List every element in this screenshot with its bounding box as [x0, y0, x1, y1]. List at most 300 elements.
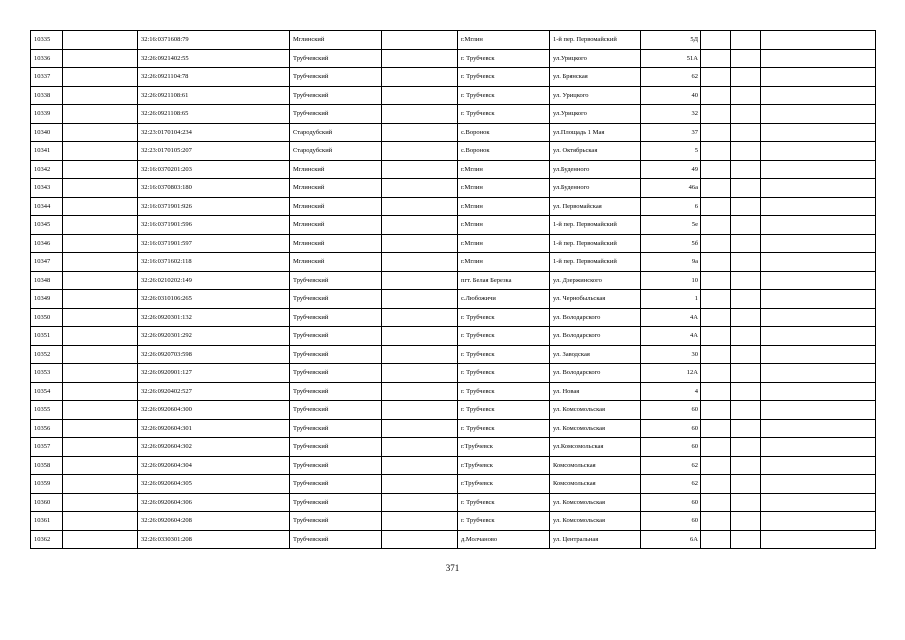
locality-cell: г. Трубчевск	[458, 86, 550, 105]
record-number-cell: 10338	[31, 86, 63, 105]
locality-cell: г.Мглин	[458, 197, 550, 216]
table-row	[31, 512, 876, 531]
locality-cell: г. Трубчевск	[458, 512, 550, 531]
street-cell: ул.Урицкого	[550, 105, 641, 124]
blank-cell-b	[382, 216, 458, 235]
blank-cell-c	[701, 327, 731, 346]
blank-cell-b	[382, 401, 458, 420]
house-number-cell: 4А	[641, 308, 701, 327]
table-row	[31, 419, 876, 438]
district-cell: Мглинский	[290, 234, 382, 253]
street-cell: ул. Комсомольская	[550, 493, 641, 512]
blank-cell-c	[701, 456, 731, 475]
blank-cell-b	[382, 253, 458, 272]
house-number-cell: 46а	[641, 179, 701, 198]
locality-cell: г.Трубчевск	[458, 456, 550, 475]
district-cell: Трубчевский	[290, 105, 382, 124]
cadastral-number-cell: 32:16:0371901:597	[138, 234, 290, 253]
locality-cell: с.Воронок	[458, 142, 550, 161]
blank-cell-c	[701, 419, 731, 438]
table-row	[31, 290, 876, 309]
blank-cell-e	[761, 160, 876, 179]
blank-cell-e	[761, 31, 876, 50]
blank-cell-e	[761, 290, 876, 309]
house-number-cell: 60	[641, 401, 701, 420]
blank-cell-e	[761, 512, 876, 531]
house-number-cell: 5е	[641, 216, 701, 235]
blank-cell-a	[63, 123, 138, 142]
registry-table	[30, 30, 876, 549]
street-cell: Комсомольская	[550, 475, 641, 494]
blank-cell-d	[731, 345, 761, 364]
blank-cell-c	[701, 253, 731, 272]
blank-cell-c	[701, 234, 731, 253]
blank-cell-b	[382, 512, 458, 531]
table-row	[31, 105, 876, 124]
blank-cell-d	[731, 438, 761, 457]
record-number-cell: 10361	[31, 512, 63, 531]
blank-cell-d	[731, 197, 761, 216]
record-number-cell: 10356	[31, 419, 63, 438]
street-cell: ул. Центральная	[550, 530, 641, 549]
record-number-cell: 10344	[31, 197, 63, 216]
blank-cell-a	[63, 401, 138, 420]
cadastral-number-cell: 32:26:0920604:300	[138, 401, 290, 420]
blank-cell-a	[63, 512, 138, 531]
record-number-cell: 10352	[31, 345, 63, 364]
locality-cell: г. Трубчевск	[458, 105, 550, 124]
district-cell: Трубчевский	[290, 271, 382, 290]
blank-cell-a	[63, 86, 138, 105]
blank-cell-a	[63, 290, 138, 309]
blank-cell-c	[701, 438, 731, 457]
table-row	[31, 475, 876, 494]
house-number-cell: 51А	[641, 49, 701, 68]
blank-cell-b	[382, 530, 458, 549]
blank-cell-a	[63, 216, 138, 235]
cadastral-number-cell: 32:26:0310106:265	[138, 290, 290, 309]
district-cell: Трубчевский	[290, 290, 382, 309]
table-row	[31, 123, 876, 142]
blank-cell-a	[63, 456, 138, 475]
record-number-cell: 10343	[31, 179, 63, 198]
table-row	[31, 86, 876, 105]
blank-cell-c	[701, 308, 731, 327]
blank-cell-a	[63, 160, 138, 179]
blank-cell-b	[382, 68, 458, 87]
street-cell: ул. Новая	[550, 382, 641, 401]
blank-cell-e	[761, 456, 876, 475]
blank-cell-c	[701, 345, 731, 364]
cadastral-number-cell: 32:26:0921108:65	[138, 105, 290, 124]
street-cell: ул.Площадь 1 Мая	[550, 123, 641, 142]
record-number-cell: 10349	[31, 290, 63, 309]
blank-cell-a	[63, 31, 138, 50]
blank-cell-e	[761, 197, 876, 216]
blank-cell-a	[63, 271, 138, 290]
locality-cell: г.Мглин	[458, 234, 550, 253]
blank-cell-e	[761, 105, 876, 124]
blank-cell-b	[382, 49, 458, 68]
record-number-cell: 10353	[31, 364, 63, 383]
blank-cell-d	[731, 364, 761, 383]
cadastral-number-cell: 32:26:0330301:208	[138, 530, 290, 549]
house-number-cell: 9а	[641, 253, 701, 272]
record-number-cell: 10335	[31, 31, 63, 50]
table-row	[31, 216, 876, 235]
locality-cell: г.Мглин	[458, 216, 550, 235]
table-row	[31, 308, 876, 327]
blank-cell-a	[63, 68, 138, 87]
house-number-cell: 62	[641, 475, 701, 494]
blank-cell-b	[382, 308, 458, 327]
blank-cell-d	[731, 216, 761, 235]
blank-cell-d	[731, 308, 761, 327]
district-cell: Трубчевский	[290, 493, 382, 512]
blank-cell-e	[761, 493, 876, 512]
house-number-cell: 60	[641, 419, 701, 438]
house-number-cell: 30	[641, 345, 701, 364]
blank-cell-b	[382, 105, 458, 124]
house-number-cell: 5б	[641, 234, 701, 253]
house-number-cell: 4А	[641, 327, 701, 346]
street-cell: ул. Комсомольская	[550, 419, 641, 438]
blank-cell-d	[731, 475, 761, 494]
blank-cell-b	[382, 364, 458, 383]
blank-cell-c	[701, 86, 731, 105]
blank-cell-e	[761, 401, 876, 420]
blank-cell-b	[382, 345, 458, 364]
table-row	[31, 49, 876, 68]
street-cell: ул. Комсомольская	[550, 401, 641, 420]
locality-cell: г. Трубчевск	[458, 327, 550, 346]
blank-cell-d	[731, 86, 761, 105]
blank-cell-b	[382, 160, 458, 179]
street-cell: 1-й пер. Первомайский	[550, 253, 641, 272]
cadastral-number-cell: 32:26:0920604:301	[138, 419, 290, 438]
cadastral-number-cell: 32:16:0371602:118	[138, 253, 290, 272]
cadastral-number-cell: 32:26:0920604:305	[138, 475, 290, 494]
house-number-cell: 6А	[641, 530, 701, 549]
record-number-cell: 10360	[31, 493, 63, 512]
blank-cell-c	[701, 364, 731, 383]
district-cell: Трубчевский	[290, 419, 382, 438]
district-cell: Трубчевский	[290, 401, 382, 420]
record-number-cell: 10342	[31, 160, 63, 179]
table-row	[31, 493, 876, 512]
house-number-cell: 10	[641, 271, 701, 290]
street-cell: 1-й пер. Первомайский	[550, 216, 641, 235]
blank-cell-d	[731, 123, 761, 142]
table-row	[31, 31, 876, 50]
blank-cell-a	[63, 419, 138, 438]
street-cell: ул.Буденного	[550, 160, 641, 179]
record-number-cell: 10351	[31, 327, 63, 346]
house-number-cell: 4	[641, 382, 701, 401]
blank-cell-c	[701, 123, 731, 142]
table-row	[31, 530, 876, 549]
street-cell: Комсомольская	[550, 456, 641, 475]
table-row	[31, 142, 876, 161]
locality-cell: г.Мглин	[458, 160, 550, 179]
cadastral-number-cell: 32:26:0920604:304	[138, 456, 290, 475]
locality-cell: г. Трубчевск	[458, 401, 550, 420]
street-cell: ул.Буденного	[550, 179, 641, 198]
street-cell: ул. Брянская	[550, 68, 641, 87]
record-number-cell: 10341	[31, 142, 63, 161]
district-cell: Мглинский	[290, 216, 382, 235]
house-number-cell: 40	[641, 86, 701, 105]
district-cell: Стародубский	[290, 142, 382, 161]
blank-cell-e	[761, 86, 876, 105]
blank-cell-e	[761, 49, 876, 68]
blank-cell-c	[701, 179, 731, 198]
record-number-cell: 10339	[31, 105, 63, 124]
blank-cell-b	[382, 438, 458, 457]
blank-cell-c	[701, 493, 731, 512]
locality-cell: г. Трубчевск	[458, 49, 550, 68]
record-number-cell: 10354	[31, 382, 63, 401]
cadastral-number-cell: 32:23:0170104:234	[138, 123, 290, 142]
table-row	[31, 345, 876, 364]
record-number-cell: 10359	[31, 475, 63, 494]
cadastral-number-cell: 32:26:0921104:78	[138, 68, 290, 87]
table-row	[31, 197, 876, 216]
record-number-cell: 10337	[31, 68, 63, 87]
house-number-cell: 60	[641, 512, 701, 531]
locality-cell: г.Мглин	[458, 253, 550, 272]
blank-cell-d	[731, 105, 761, 124]
cadastral-number-cell: 32:26:0920604:208	[138, 512, 290, 531]
blank-cell-b	[382, 123, 458, 142]
blank-cell-e	[761, 345, 876, 364]
street-cell: ул. Чернобыльская	[550, 290, 641, 309]
blank-cell-d	[731, 142, 761, 161]
locality-cell: г. Трубчевск	[458, 493, 550, 512]
blank-cell-e	[761, 271, 876, 290]
street-cell: ул. Володарского	[550, 327, 641, 346]
cadastral-number-cell: 32:26:0920703:598	[138, 345, 290, 364]
table-row	[31, 364, 876, 383]
blank-cell-c	[701, 31, 731, 50]
blank-cell-d	[731, 530, 761, 549]
blank-cell-a	[63, 105, 138, 124]
table-row	[31, 271, 876, 290]
cadastral-number-cell: 32:26:0210202:149	[138, 271, 290, 290]
house-number-cell: 37	[641, 123, 701, 142]
record-number-cell: 10347	[31, 253, 63, 272]
record-number-cell: 10357	[31, 438, 63, 457]
table-row	[31, 401, 876, 420]
district-cell: Трубчевский	[290, 530, 382, 549]
district-cell: Трубчевский	[290, 456, 382, 475]
record-number-cell: 10348	[31, 271, 63, 290]
blank-cell-c	[701, 475, 731, 494]
district-cell: Трубчевский	[290, 308, 382, 327]
blank-cell-c	[701, 197, 731, 216]
cadastral-number-cell: 32:16:0371901:926	[138, 197, 290, 216]
table-row	[31, 327, 876, 346]
locality-cell: д.Молчаново	[458, 530, 550, 549]
district-cell: Трубчевский	[290, 86, 382, 105]
blank-cell-e	[761, 364, 876, 383]
blank-cell-b	[382, 179, 458, 198]
locality-cell: г. Трубчевск	[458, 419, 550, 438]
blank-cell-b	[382, 382, 458, 401]
blank-cell-d	[731, 234, 761, 253]
district-cell: Мглинский	[290, 31, 382, 50]
blank-cell-b	[382, 31, 458, 50]
locality-cell: с.Воронок	[458, 123, 550, 142]
table-row	[31, 438, 876, 457]
blank-cell-a	[63, 253, 138, 272]
locality-cell: г.Мглин	[458, 31, 550, 50]
blank-cell-b	[382, 271, 458, 290]
house-number-cell: 60	[641, 438, 701, 457]
table-row	[31, 253, 876, 272]
house-number-cell: 5Д	[641, 31, 701, 50]
cadastral-number-cell: 32:26:0920604:302	[138, 438, 290, 457]
locality-cell: г.Мглин	[458, 179, 550, 198]
blank-cell-b	[382, 493, 458, 512]
cadastral-number-cell: 32:26:0920901:127	[138, 364, 290, 383]
locality-cell: г. Трубчевск	[458, 308, 550, 327]
page-number: 371	[445, 563, 460, 573]
district-cell: Трубчевский	[290, 364, 382, 383]
street-cell: ул. Володарского	[550, 364, 641, 383]
blank-cell-d	[731, 160, 761, 179]
table-row	[31, 382, 876, 401]
cadastral-number-cell: 32:16:0371608:79	[138, 31, 290, 50]
blank-cell-d	[731, 456, 761, 475]
blank-cell-e	[761, 234, 876, 253]
table-row	[31, 234, 876, 253]
blank-cell-b	[382, 475, 458, 494]
table-body	[31, 31, 876, 549]
blank-cell-d	[731, 382, 761, 401]
blank-cell-c	[701, 290, 731, 309]
blank-cell-d	[731, 68, 761, 87]
record-number-cell: 10340	[31, 123, 63, 142]
street-cell: 1-й пер. Первомайский	[550, 31, 641, 50]
blank-cell-c	[701, 49, 731, 68]
cadastral-number-cell: 32:26:0921402:55	[138, 49, 290, 68]
street-cell: ул.Комсомольская	[550, 438, 641, 457]
blank-cell-d	[731, 179, 761, 198]
house-number-cell: 62	[641, 456, 701, 475]
district-cell: Трубчевский	[290, 345, 382, 364]
blank-cell-a	[63, 234, 138, 253]
blank-cell-e	[761, 308, 876, 327]
street-cell: ул. Первомайская	[550, 197, 641, 216]
blank-cell-e	[761, 438, 876, 457]
street-cell: 1-й пер. Первомайский	[550, 234, 641, 253]
blank-cell-e	[761, 68, 876, 87]
locality-cell: г. Трубчевск	[458, 345, 550, 364]
blank-cell-c	[701, 216, 731, 235]
blank-cell-c	[701, 530, 731, 549]
cadastral-number-cell: 32:26:0921108:61	[138, 86, 290, 105]
blank-cell-d	[731, 253, 761, 272]
locality-cell: г.Трубчевск	[458, 475, 550, 494]
blank-cell-a	[63, 382, 138, 401]
blank-cell-d	[731, 493, 761, 512]
table-row	[31, 456, 876, 475]
record-number-cell: 10336	[31, 49, 63, 68]
blank-cell-a	[63, 142, 138, 161]
district-cell: Трубчевский	[290, 475, 382, 494]
blank-cell-e	[761, 327, 876, 346]
cadastral-number-cell: 32:26:0920301:132	[138, 308, 290, 327]
blank-cell-c	[701, 382, 731, 401]
blank-cell-b	[382, 456, 458, 475]
blank-cell-b	[382, 86, 458, 105]
blank-cell-c	[701, 512, 731, 531]
cadastral-number-cell: 32:23:0170105:207	[138, 142, 290, 161]
table-row	[31, 179, 876, 198]
blank-cell-b	[382, 234, 458, 253]
blank-cell-a	[63, 327, 138, 346]
blank-cell-e	[761, 179, 876, 198]
blank-cell-c	[701, 401, 731, 420]
district-cell: Трубчевский	[290, 382, 382, 401]
blank-cell-e	[761, 253, 876, 272]
blank-cell-c	[701, 271, 731, 290]
blank-cell-d	[731, 419, 761, 438]
blank-cell-a	[63, 197, 138, 216]
cadastral-number-cell: 32:16:0370201:203	[138, 160, 290, 179]
cadastral-number-cell: 32:26:0920301:292	[138, 327, 290, 346]
record-number-cell: 10345	[31, 216, 63, 235]
blank-cell-b	[382, 197, 458, 216]
blank-cell-c	[701, 160, 731, 179]
district-cell: Мглинский	[290, 197, 382, 216]
table-row	[31, 160, 876, 179]
locality-cell: с.Любожичи	[458, 290, 550, 309]
record-number-cell: 10358	[31, 456, 63, 475]
blank-cell-d	[731, 271, 761, 290]
blank-cell-d	[731, 401, 761, 420]
district-cell: Трубчевский	[290, 68, 382, 87]
street-cell: ул. Октябрьская	[550, 142, 641, 161]
blank-cell-b	[382, 419, 458, 438]
blank-cell-a	[63, 438, 138, 457]
house-number-cell: 5	[641, 142, 701, 161]
blank-cell-a	[63, 475, 138, 494]
blank-cell-b	[382, 142, 458, 161]
blank-cell-c	[701, 105, 731, 124]
blank-cell-d	[731, 512, 761, 531]
street-cell: ул.Урицкого	[550, 49, 641, 68]
table-row	[31, 68, 876, 87]
house-number-cell: 32	[641, 105, 701, 124]
blank-cell-e	[761, 123, 876, 142]
record-number-cell: 10362	[31, 530, 63, 549]
blank-cell-b	[382, 290, 458, 309]
blank-cell-b	[382, 327, 458, 346]
record-number-cell: 10346	[31, 234, 63, 253]
district-cell: Трубчевский	[290, 49, 382, 68]
locality-cell: г. Трубчевск	[458, 364, 550, 383]
blank-cell-a	[63, 364, 138, 383]
district-cell: Стародубский	[290, 123, 382, 142]
blank-cell-e	[761, 382, 876, 401]
street-cell: ул. Дзержинского	[550, 271, 641, 290]
cadastral-number-cell: 32:26:0920604:306	[138, 493, 290, 512]
district-cell: Мглинский	[290, 160, 382, 179]
blank-cell-d	[731, 290, 761, 309]
locality-cell: пгт. Белая Березка	[458, 271, 550, 290]
